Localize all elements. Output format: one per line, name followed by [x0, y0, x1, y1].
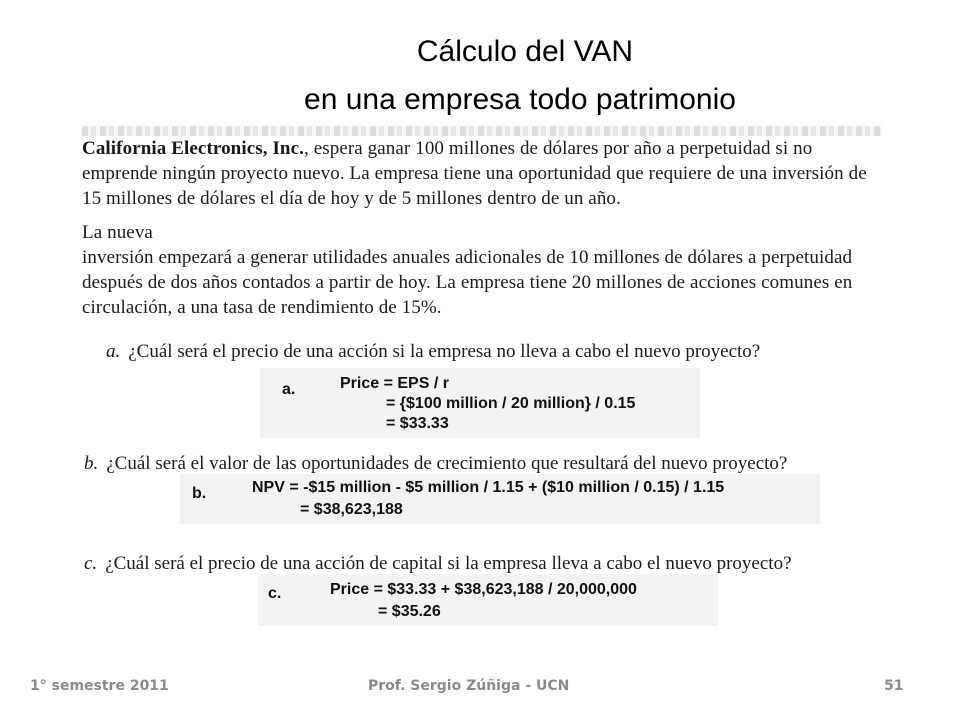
slide-title-line2: en una empresa todo patrimonio	[304, 83, 736, 116]
scanned-problem	[72, 122, 902, 642]
answer-b-line1: NPV = -$15 million - $5 million / 1.15 + ($10 million / 0.15) / 1.15	[252, 479, 725, 496]
question-a	[106, 340, 760, 364]
answer-b-label: b.	[192, 485, 207, 502]
company-name: California Electronics, Inc.	[82, 138, 304, 159]
answer-a-label: a.	[282, 381, 296, 398]
answer-c-box	[258, 574, 718, 626]
question-b	[84, 452, 787, 476]
problem-paragraph-2	[82, 220, 882, 320]
answer-c-label: c.	[268, 585, 282, 602]
scan-noise	[82, 126, 882, 136]
intro-text: , espera ganar 100 millones de dólares por año a perpetuidad si no emprende ningún proyecto nuevo. La empresa tiene una oportunidad que requiere de una inversión de 15 millones de dólares el día de hoy y de 5 millones dentro de un año.	[82, 138, 867, 209]
answer-a-line3: = $33.33	[386, 415, 449, 432]
answer-b-line2: = $38,623,188	[300, 501, 403, 518]
answer-a-line1: Price = EPS / r	[340, 375, 449, 392]
footer-page-number: 51	[884, 678, 904, 694]
problem-paragraph-1	[82, 136, 882, 211]
paragraph2-first-line: La nueva	[82, 222, 153, 243]
question-a-text: ¿Cuál será el precio de una acción si la empresa no lleva a cabo el nuevo proyecto?	[128, 341, 761, 362]
footer-semester: 1° semestre 2011	[30, 678, 169, 694]
question-a-letter: a.	[106, 341, 121, 362]
answer-a-box	[260, 368, 700, 438]
question-c-text: ¿Cuál será el precio de una acción de capital si la empresa lleva a cabo el nuevo proyecto?	[105, 553, 792, 574]
question-c	[84, 552, 792, 576]
footer-author: Prof. Sergio Zúñiga - UCN	[368, 678, 570, 694]
slide-title-line1: Cálculo del VAN	[416, 35, 634, 68]
question-b-text: ¿Cuál será el valor de las oportunidades de crecimiento que resultará del nuevo proyecto?	[106, 453, 788, 474]
question-b-letter: b.	[84, 453, 99, 474]
answer-a-line2: = {$100 million / 20 million} / 0.15	[386, 395, 636, 412]
question-c-letter: c.	[84, 553, 98, 574]
answer-c-line2: = $35.26	[378, 603, 441, 620]
answer-c-line1: Price = $33.33 + $38,623,188 / 20,000,000	[330, 581, 637, 598]
answer-b-box	[180, 474, 820, 524]
paragraph2-text: inversión empezará a generar utilidades anuales adicionales de 10 millones de dólares a perpetuidad después de dos años contados a partir de hoy. La empresa tiene 20 millones de acciones comunes en circulación, a una tasa de rendimiento de 15%.	[82, 247, 853, 318]
